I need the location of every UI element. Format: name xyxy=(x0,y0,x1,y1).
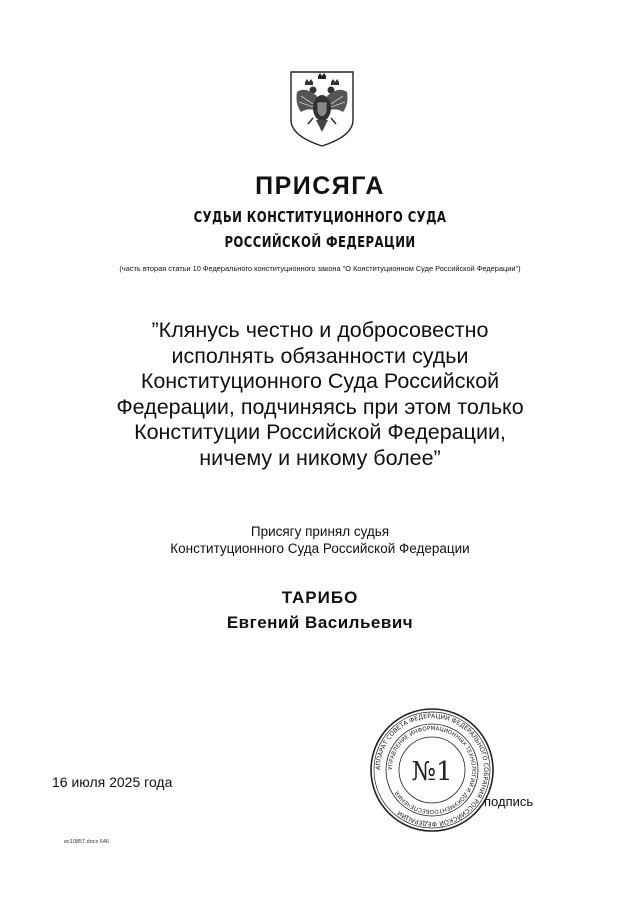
seal-number: №1 xyxy=(411,757,453,787)
document-title: ПРИСЯГА xyxy=(255,172,385,200)
oath-line: ничему и никому более” xyxy=(199,445,441,470)
oath-line: ”Клянусь честно и добросовестно xyxy=(151,318,489,342)
coat-of-arms-icon xyxy=(287,68,357,148)
signature-label: подпись xyxy=(484,794,534,809)
oath-date: 16 июля 2025 года xyxy=(52,774,173,790)
acceptance-line2: Конституционного Суда Российской Федерации xyxy=(170,541,470,556)
judge-surname: ТАРИБО xyxy=(281,588,359,607)
judge-given-names: Евгений Васильевич xyxy=(226,613,414,632)
oath-text xyxy=(0,318,640,471)
oath-line: исполнять обязанности судьи xyxy=(171,343,469,368)
seal-outer-text: АППАРАТ СОВЕТА ФЕДЕРАЦИИ ФЕДЕРАЛЬНОГО СОБРАНИЯ РОССИЙСКОЙ ФЕДЕРАЦИИ xyxy=(374,712,490,828)
legal-reference-note: (часть вторая статьи 10 Федерального конституционного закона "О Конституционном Суде Российской Федерации") xyxy=(119,264,521,273)
oath-line: Федерации, подчиняясь при этом только xyxy=(116,394,524,419)
document-subtitle-line2: РОССИЙСКОЙ ФЕДЕРАЦИИ xyxy=(224,233,416,251)
oath-line: Конституции Российской Федерации, xyxy=(134,420,506,444)
oath-line: Конституционного Суда Российской xyxy=(140,369,500,393)
seal-inner-text: УПРАВЛЕНИЕ ИНФОРМАЦИОННЫХ ТЕХНОЛОГИЙ И ДОКУМЕНТООБЕСПЕЧЕНИЯ xyxy=(387,725,477,815)
official-seal-stamp xyxy=(368,706,496,834)
file-code: ес10857.docx 646 xyxy=(64,839,109,845)
acceptance-line1: Присягу принял судья xyxy=(250,524,390,539)
document-subtitle-line1: СУДЬИ КОНСТИТУЦИОННОГО СУДА xyxy=(193,208,447,226)
